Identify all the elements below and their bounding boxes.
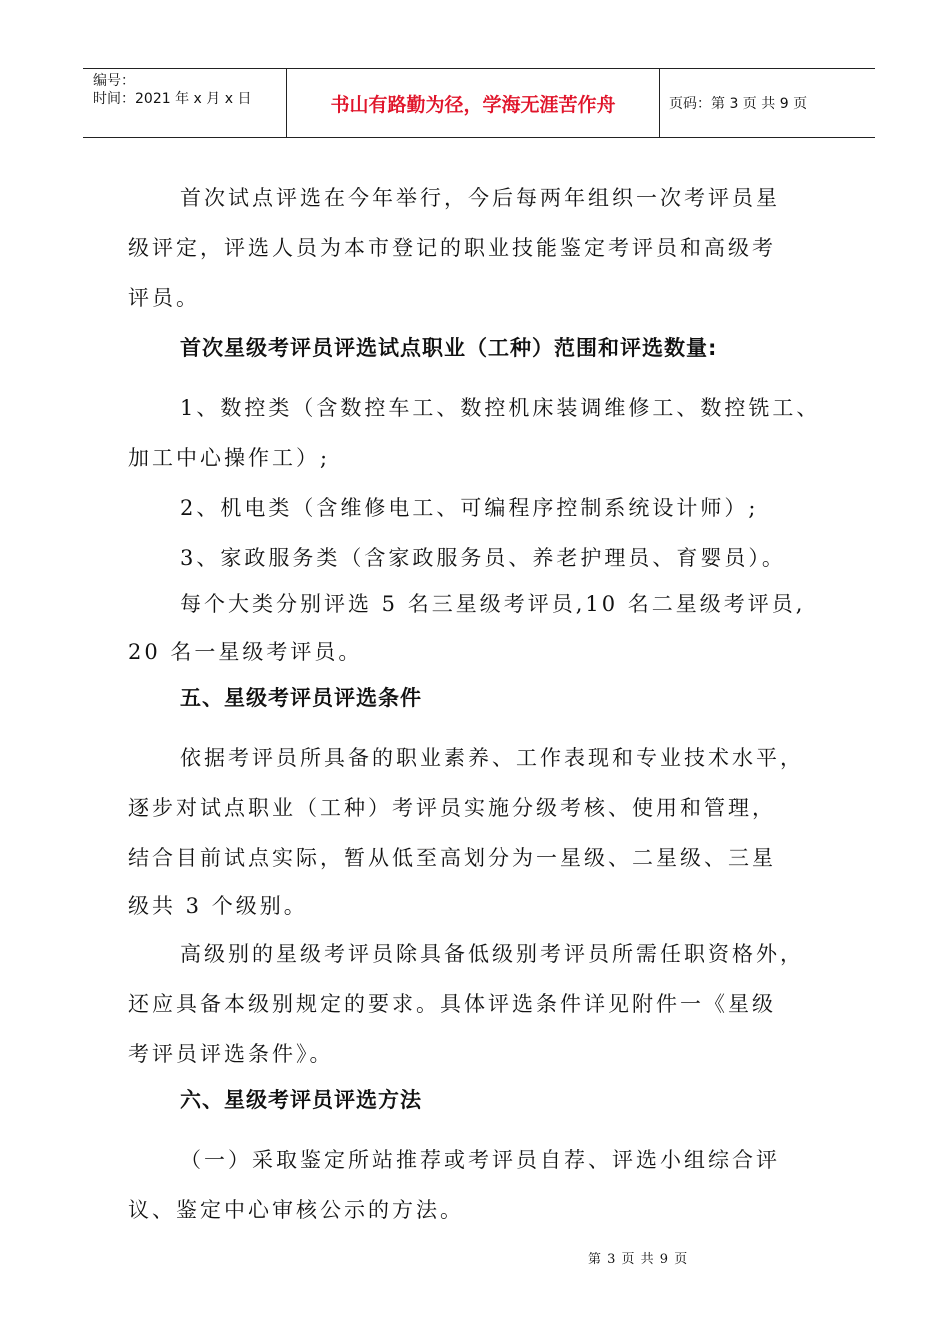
section-heading: 首次星级考评员评选试点职业（工种）范围和评选数量: <box>180 336 718 360</box>
document-number: 编号： <box>93 73 135 89</box>
body-line: 每个大类分别评选 5 名三星级考评员,10 名二星级考评员, <box>180 592 806 616</box>
body-line: 结合目前试点实际，暂从低至高划分为一星级、二星级、三星 <box>128 846 776 870</box>
body-line: 高级别的星级考评员除具备低级别考评员所需任职资格外， <box>180 942 804 966</box>
section-heading: 六、星级考评员评选方法 <box>180 1088 422 1112</box>
body-line: 级共 3 个级别。 <box>128 894 308 918</box>
body-line: 评员。 <box>128 286 200 310</box>
body-line: 级评定，评选人员为本市登记的职业技能鉴定考评员和高级考 <box>128 236 776 260</box>
document-time: 时间：2021 年 x 月 x 日 <box>93 91 252 107</box>
header-meta <box>83 69 286 137</box>
body-line: 加工中心操作工）; <box>128 446 331 470</box>
header-motto: 书山有路勤为径，学海无涯苦作舟 <box>286 69 660 137</box>
body-line: 考评员评选条件》。 <box>128 1042 334 1066</box>
section-heading: 五、星级考评员评选条件 <box>180 686 422 710</box>
page-header <box>83 68 875 138</box>
body-line: 2、机电类（含维修电工、可编程序控制系统设计师）; <box>180 496 759 520</box>
body-line: 还应具备本级别规定的要求。具体评选条件详见附件一《星级 <box>128 992 776 1016</box>
body-line: 20 名一星级考评员。 <box>128 640 363 664</box>
body-line: 首次试点评选在今年举行，今后每两年组织一次考评员星 <box>180 186 780 210</box>
body-line: 议、鉴定中心审核公示的方法。 <box>128 1198 464 1222</box>
body-line: 3、家政服务类（含家政服务员、养老护理员、育婴员）。 <box>180 546 786 570</box>
body-line: 1、数控类（含数控车工、数控机床装调维修工、数控铣工、 <box>180 396 821 420</box>
body-line: （一）采取鉴定所站推荐或考评员自荐、评选小组综合评 <box>180 1148 780 1172</box>
page-footer: 第 3 页 共 9 页 <box>588 1252 689 1267</box>
body-line: 逐步对试点职业（工种）考评员实施分级考核、使用和管理， <box>128 796 776 820</box>
header-page-number: 页码：第 3 页 共 9 页 <box>669 96 808 112</box>
body-line: 依据考评员所具备的职业素养、工作表现和专业技术水平， <box>180 746 804 770</box>
